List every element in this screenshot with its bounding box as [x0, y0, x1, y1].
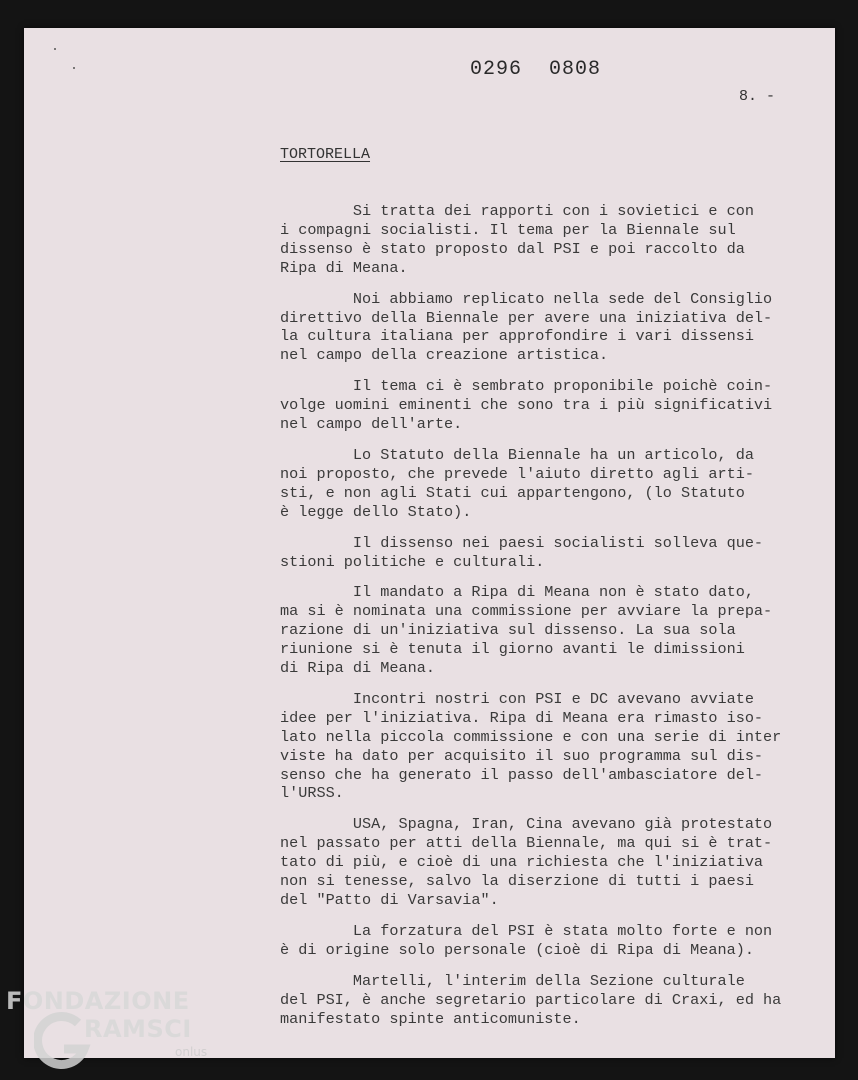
- paragraph: [280, 290, 820, 366]
- text-line: Il tema ci è sembrato proponibile poichè coin-: [280, 377, 773, 396]
- text-line: è di origine solo personale (cioè di Ripa di Meana).: [280, 940, 754, 959]
- watermark-line-2: RAMSCI: [84, 1015, 192, 1043]
- paragraph: [280, 446, 820, 522]
- text-line: Ripa di Meana.: [280, 258, 408, 277]
- text-line: non si tenesse, salvo la diserzione di tutti i paesi: [280, 872, 754, 891]
- paragraph: [280, 202, 820, 278]
- paragraph: [280, 815, 820, 910]
- text-line: i compagni socialisti. Il tema per la Biennale sul: [280, 220, 736, 239]
- text-line: volge uomini eminenti che sono tra i più significativi: [280, 396, 773, 415]
- paper-speck: [73, 67, 75, 69]
- text-line: manifestato spinte anticomuniste.: [280, 1009, 581, 1028]
- text-line: La forzatura del PSI è stata molto forte e non: [280, 921, 773, 940]
- text-line: Noi abbiamo replicato nella sede del Consiglio: [280, 289, 773, 308]
- text-line: la cultura italiana per approfondire i vari dissensi: [280, 327, 754, 346]
- watermark-logo: [0, 985, 220, 1080]
- text-line: l'URSS.: [280, 784, 344, 803]
- text-line: lato nella piccola commissione e con una serie di inter: [280, 727, 782, 746]
- text-line: Martelli, l'interim della Sezione culturale: [280, 971, 745, 990]
- paragraph: [280, 534, 820, 572]
- document-number: 0296 0808: [470, 58, 602, 81]
- text-line: riunione si è tenuta il giorno avanti le dimissioni: [280, 640, 745, 659]
- text-line: nel passato per atti della Biennale, ma qui si è trat-: [280, 834, 773, 853]
- text-line: Incontri nostri con PSI e DC avevano avviate: [280, 689, 754, 708]
- text-line: sti, e non agli Stati cui appartengono, (lo Statuto: [280, 483, 745, 502]
- paragraph: [280, 583, 820, 678]
- document-body: [280, 202, 820, 1040]
- text-line: nel campo dell'arte.: [280, 415, 463, 434]
- text-line: di Ripa di Meana.: [280, 659, 435, 678]
- document-page: [24, 28, 835, 1058]
- text-line: del "Patto di Varsavia".: [280, 891, 499, 909]
- text-line: viste ha dato per acquisito il suo programma sul dis-: [280, 746, 764, 765]
- text-line: idee per l'iniziativa. Ripa di Meana era rimasto iso-: [280, 708, 764, 727]
- paragraph: [280, 377, 820, 434]
- text-line: Si tratta dei rapporti con i sovietici e con: [280, 202, 754, 220]
- text-line: è legge dello Stato).: [280, 502, 472, 521]
- text-line: razione di un'iniziativa sul dissenso. La sua sola: [280, 621, 736, 640]
- text-line: dissenso è stato proposto dal PSI e poi raccolto da: [280, 239, 745, 258]
- text-line: nel campo della creazione artistica.: [280, 346, 609, 365]
- paragraph: [280, 922, 820, 960]
- page-number: 8. -: [739, 88, 776, 105]
- paragraph: [280, 972, 820, 1029]
- text-line: USA, Spagna, Iran, Cina avevano già protestato: [280, 815, 773, 834]
- text-line: tato di più, e cioè di una richiesta che l'iniziativa: [280, 853, 764, 872]
- text-line: noi proposto, che prevede l'aiuto diretto agli arti-: [280, 464, 754, 483]
- watermark-line-1: FONDAZIONE: [6, 987, 190, 1015]
- text-line: Il mandato a Ripa di Meana non è stato dato,: [280, 583, 754, 602]
- paper-speck: [54, 48, 56, 50]
- paragraph: [280, 690, 820, 803]
- text-line: Il dissenso nei paesi socialisti solleva que-: [280, 533, 764, 552]
- watermark-line-3: onlus: [175, 1045, 208, 1059]
- text-line: ma si è nominata una commissione per avviare la prepa-: [280, 602, 773, 621]
- text-line: senso che ha generato il passo dell'ambasciatore del-: [280, 765, 764, 784]
- text-line: del PSI, è anche segretario particolare di Craxi, ed ha: [280, 990, 782, 1009]
- section-heading: TORTORELLA: [280, 146, 371, 163]
- text-line: direttivo della Biennale per avere una iniziativa del-: [280, 308, 773, 327]
- text-line: stioni politiche e culturali.: [280, 552, 545, 571]
- text-line: Lo Statuto della Biennale ha un articolo, da: [280, 445, 754, 464]
